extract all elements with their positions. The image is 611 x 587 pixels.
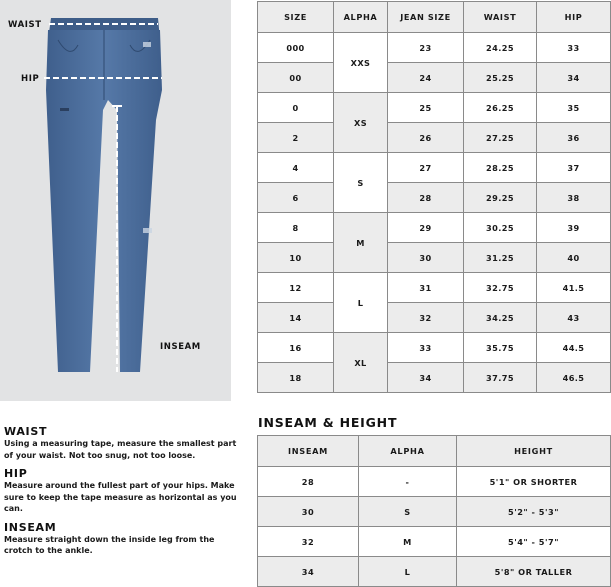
table-row	[258, 63, 611, 93]
waist-cell: 27.25	[464, 123, 537, 153]
table-row	[258, 93, 611, 123]
table-row	[258, 213, 611, 243]
table-row	[258, 333, 611, 363]
table-row	[258, 557, 611, 587]
table-row	[258, 467, 611, 497]
alpha-cell: S	[359, 497, 457, 527]
waist-cell: 25.25	[464, 63, 537, 93]
header-inseam: INSEAM	[258, 436, 359, 467]
height-cell: 5'2" - 5'3"	[457, 497, 611, 527]
size-cell: 2	[258, 123, 334, 153]
measuring-guide	[4, 425, 244, 563]
jean-size-cell: 26	[388, 123, 464, 153]
guide-text-inseam: Measure straight down the inside leg from the crotch to the ankle.	[4, 534, 215, 555]
table-header-row	[258, 2, 611, 33]
header-alpha: ALPHA	[334, 2, 388, 33]
header-waist: WAIST	[464, 2, 537, 33]
size-cell: 6	[258, 183, 334, 213]
jean-size-cell: 24	[388, 63, 464, 93]
table-row	[258, 363, 611, 393]
table-row	[258, 243, 611, 273]
header-alpha: ALPHA	[359, 436, 457, 467]
size-cell: 8	[258, 213, 334, 243]
guide-title-inseam: INSEAM	[4, 520, 57, 534]
table-row	[258, 273, 611, 303]
alpha-cell: L	[334, 273, 388, 333]
size-chart-table	[257, 1, 611, 393]
alpha-cell: -	[359, 467, 457, 497]
table-row	[258, 183, 611, 213]
hip-cell: 39	[537, 213, 611, 243]
waist-cell: 26.25	[464, 93, 537, 123]
size-cell: 14	[258, 303, 334, 333]
waist-label: WAIST	[8, 20, 42, 30]
alpha-cell: S	[334, 153, 388, 213]
hip-cell: 36	[537, 123, 611, 153]
inseam-cell: 28	[258, 467, 359, 497]
hip-cell: 37	[537, 153, 611, 183]
size-cell: 000	[258, 33, 334, 63]
waist-cell: 29.25	[464, 183, 537, 213]
inseam-label: INSEAM	[160, 342, 201, 352]
size-cell: 4	[258, 153, 334, 183]
waist-cell: 28.25	[464, 153, 537, 183]
size-cell: 12	[258, 273, 334, 303]
guide-title-hip: HIP	[4, 467, 28, 480]
alpha-cell: M	[334, 213, 388, 273]
alpha-cell: XXS	[334, 33, 388, 93]
alpha-cell: XS	[334, 93, 388, 153]
inseam-cell: 30	[258, 497, 359, 527]
jean-size-cell: 25	[388, 93, 464, 123]
hip-cell: 46.5	[537, 363, 611, 393]
size-cell: 18	[258, 363, 334, 393]
header-height: HEIGHT	[457, 436, 611, 467]
header-size: SIZE	[258, 2, 334, 33]
guide-text-hip: Measure around the fullest part of your hips. Make sure to keep the tape measure as horizontal as you can.	[4, 481, 237, 513]
table-header-row	[258, 436, 611, 467]
header-hip: HIP	[537, 2, 611, 33]
inseam-cell: 32	[258, 527, 359, 557]
jean-size-cell: 32	[388, 303, 464, 333]
hip-cell: 33	[537, 33, 611, 63]
size-cell: 16	[258, 333, 334, 363]
hip-cell: 40	[537, 243, 611, 273]
guide-title-waist: WAIST	[4, 425, 48, 438]
jean-size-cell: 27	[388, 153, 464, 183]
jeans-illustration	[0, 0, 231, 401]
height-cell: 5'4" - 5'7"	[457, 527, 611, 557]
header-jean-size: JEAN SIZE	[388, 2, 464, 33]
jean-size-cell: 31	[388, 273, 464, 303]
table-row	[258, 33, 611, 63]
inseam-cell: 34	[258, 557, 359, 587]
hip-cell: 35	[537, 93, 611, 123]
jean-size-cell: 34	[388, 363, 464, 393]
hip-cell: 34	[537, 63, 611, 93]
jean-size-cell: 29	[388, 213, 464, 243]
waist-cell: 31.25	[464, 243, 537, 273]
alpha-cell: XL	[334, 333, 388, 393]
jean-size-cell: 30	[388, 243, 464, 273]
hip-cell: 38	[537, 183, 611, 213]
table-row	[258, 527, 611, 557]
height-cell: 5'8" OR TALLER	[457, 557, 611, 587]
size-cell: 10	[258, 243, 334, 273]
jean-size-cell: 33	[388, 333, 464, 363]
waist-cell: 35.75	[464, 333, 537, 363]
inseam-height-title: INSEAM & HEIGHT	[258, 415, 398, 430]
waist-cell: 37.75	[464, 363, 537, 393]
hip-cell: 44.5	[537, 333, 611, 363]
waist-cell: 30.25	[464, 213, 537, 243]
size-cell: 0	[258, 93, 334, 123]
table-row	[258, 123, 611, 153]
guide-text-waist: Using a measuring tape, measure the smallest part of your waist. Not too snug, not too loose.	[4, 439, 237, 460]
table-row	[258, 303, 611, 333]
alpha-cell: L	[359, 557, 457, 587]
alpha-cell: M	[359, 527, 457, 557]
hip-cell: 41.5	[537, 273, 611, 303]
inseam-height-table	[257, 435, 611, 587]
waist-cell: 24.25	[464, 33, 537, 63]
waist-cell: 34.25	[464, 303, 537, 333]
table-row	[258, 153, 611, 183]
hip-label: HIP	[21, 74, 40, 84]
size-cell: 00	[258, 63, 334, 93]
jean-size-cell: 28	[388, 183, 464, 213]
height-cell: 5'1" OR SHORTER	[457, 467, 611, 497]
jean-size-cell: 23	[388, 33, 464, 63]
waist-cell: 32.75	[464, 273, 537, 303]
jeans-image	[0, 0, 231, 401]
table-row	[258, 497, 611, 527]
hip-cell: 43	[537, 303, 611, 333]
